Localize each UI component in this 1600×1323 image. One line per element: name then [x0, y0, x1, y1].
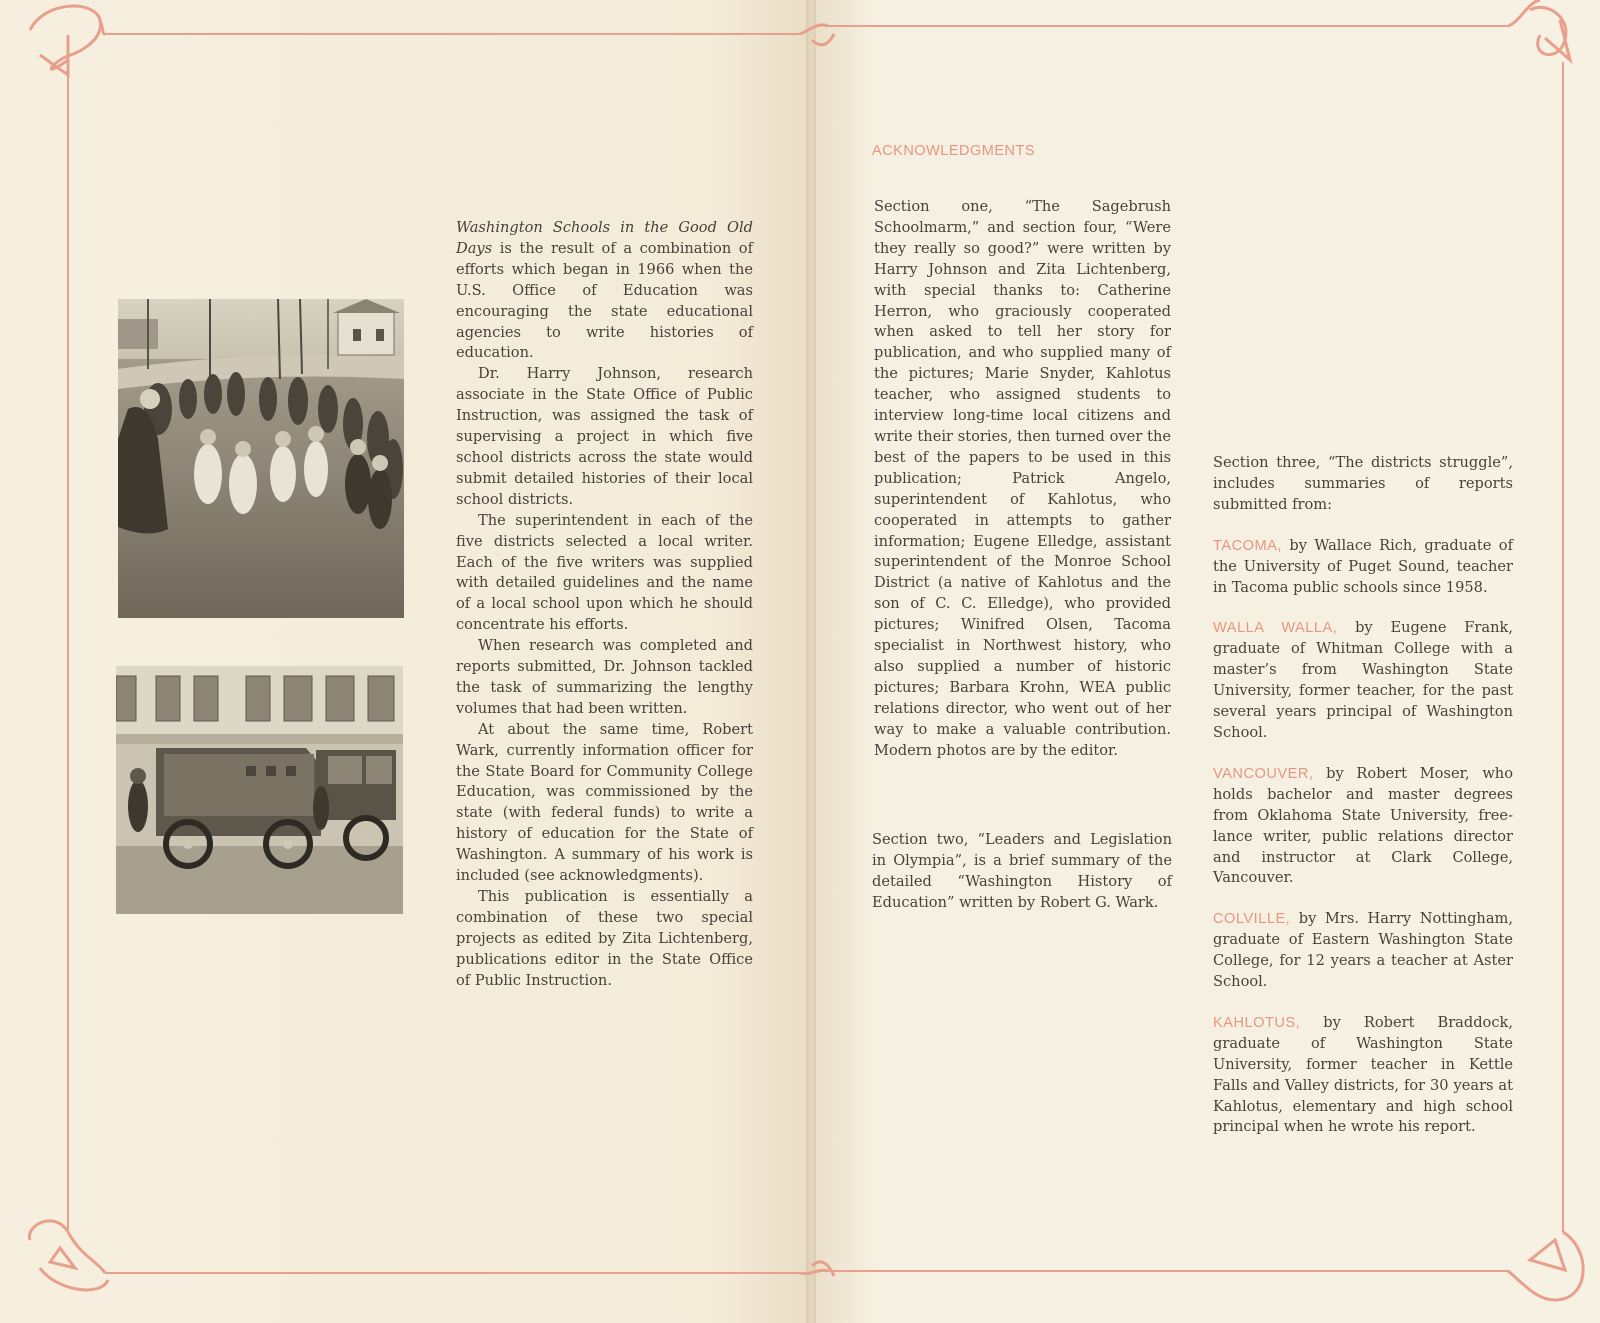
acknowledgments-heading: ACKNOWLEDGMENTS — [872, 143, 1035, 159]
paragraph-wark: At about the same time, Robert Wark, currently information officer for the State Board for Community College Education, was commissioned by the state (with federal funds) to write a history of education for the State of Washington. A summary of his work is included (see acknowledgments). — [456, 720, 753, 885]
spacer — [1213, 598, 1513, 618]
section-one-credits: Section one, “The Sagebrush Schoolmarm,” and section four, “Were they really so good?” were written by Harry Johnson and Zita Lichtenberg, with special thanks to: Catherine Herron, who graciously cooperated when asked to tell her story for publication, and who supplied many of the pictures; Marie Snyder, Kahlotus teacher, who assigned students to interview long-time local citizens and write their stories, then turned over the best of the papers to be used in this publication; Patrick Angelo, superintendent of Kahlotus, who cooperated in attempts to gather information; Eugene Elledge, assistant superintendent of the Monroe School District (a native of Kahlotus and the son of C. C. Elledge), who provided pictures; Winifred Olsen, Tacoma specialist in Northwest history, who also supplied a number of historic pictures; Barbara Krohn, WEA public relations director, who went out of her way to make a valuable contribution. Modern photos are by the editor. — [874, 198, 1171, 759]
intro-paragraph: Washington Schools in the Good Old Days is the result of a combination of efforts which began in 1966 when the U.S. Office of Education was encouraging the state educational agencies to write histories of education. — [456, 219, 753, 362]
photo-children-playing — [118, 299, 404, 618]
paragraph-superintendent: The superintendent in each of the five districts selected a local writer. Each of the five writers was supplied with detailed guidelines and the name of a local school upon which he should concentrate his efforts. — [456, 511, 753, 634]
district-colville: COLVILLE, by Mrs. Harry Nottingham, graduate of Eastern Washington State College, for 12 years a teacher at Aster School. — [1213, 910, 1513, 991]
district-vancouver: VANCOUVER, by Robert Moser, who holds bachelor and master degrees from Oklahoma State University, free-lance writer, public relations director and instructor at Clark College, Vancouver. — [1213, 764, 1513, 887]
section-three-intro: Section three, “The districts struggle”, includes summaries of reports submitted from: — [1213, 454, 1513, 513]
paragraph-research: When research was completed and reports submitted, Dr. Johnson tackled the task of summarizing the lengthy volumes that had been written. — [456, 637, 753, 717]
acknowledgments-column-right — [1213, 453, 1513, 1138]
district-name: COLVILLE, — [1213, 911, 1291, 928]
district-name: VANCOUVER, — [1213, 765, 1314, 782]
spacer — [1213, 889, 1513, 909]
district-name: WALLA WALLA, — [1213, 620, 1338, 637]
photo-vintage-vehicles — [116, 666, 403, 914]
district-name: KAHLOTUS, — [1213, 1014, 1301, 1031]
district-name: TACOMA, — [1213, 537, 1282, 554]
district-tacoma: TACOMA, by Wallace Rich, graduate of the University of Puget Sound, teacher in Tacoma public schools since 1958. — [1213, 536, 1513, 596]
acknowledgments-column-middle — [874, 197, 1171, 761]
paragraph-johnson: Dr. Harry Johnson, research associate in the State Office of Public Instruction, was assigned the task of supervising a project in which five school districts across the state would submit detailed histories of their local school districts. — [456, 365, 753, 508]
section-two-credits: Section two, “Leaders and Legislation in Olympia”, is a brief summary of the detailed “Washington History of Education” written by Robert G. Wark. — [872, 831, 1172, 911]
district-kahlotus: KAHLOTUS, by Robert Braddock, graduate of Washington State University, former teacher in Kettle Falls and Valley districts, for 30 years at Kahlotus, elementary and high school principal when he wrote his report. — [1213, 1013, 1513, 1136]
district-walla-walla: WALLA WALLA, by Eugene Frank, graduate of Whitman College with a master’s from Washington State University, former teacher, for the past several years principal of Washington School. — [1213, 619, 1513, 741]
spacer — [1213, 516, 1513, 536]
spacer — [1213, 744, 1513, 764]
intro-column — [456, 218, 753, 992]
section-two-block — [872, 830, 1172, 914]
paragraph-publication: This publication is essentially a combination of these two special projects as edited by Zita Lichtenberg, publications editor in the State Office of Public Instruction. — [456, 888, 753, 989]
book-title: Washington Schools in the Good Old Days — [456, 219, 753, 257]
spacer — [1213, 993, 1513, 1013]
